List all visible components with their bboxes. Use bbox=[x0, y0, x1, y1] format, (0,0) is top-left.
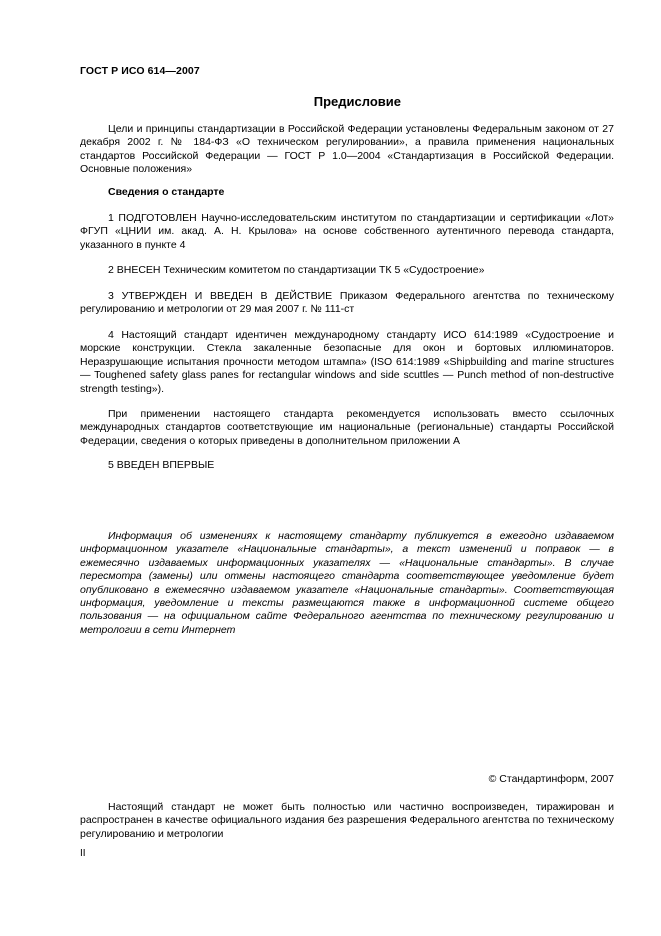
item-4-note: При применении настоящего стандарта рекомендуется использовать вместо ссылочных международных стандартов соответствующие им национальные (региональные) стандарты Российской Федерации, сведения о которых приведены в дополнительном приложении А bbox=[80, 408, 614, 447]
item-2-submitted: 2 ВНЕСЕН Техническим комитетом по стандартизации ТК 5 «Судостроение» bbox=[108, 264, 485, 276]
item-4-identical: 4 Настоящий стандарт идентичен международному стандарту ИСО 614:1989 «Судостроение и морские конструкции. Стекла закаленные безопасные для окон и бортовых иллюминаторов. Неразрушающие испытания прочности методом штампа» (ISO 614:1989 «Shipbuilding and marine structures — Toughened safety glass panes for rectangular windows and side scuttles — Punch method of non-destructive strength testing»). bbox=[80, 329, 614, 395]
reproduction-notice: Настоящий стандарт не может быть полностью или частично воспроизведен, тиражирован и распространен в качестве официального издания без разрешения Федерального агентства по техническому регулированию и метрологии bbox=[80, 801, 614, 840]
item-5-first-introduced: 5 ВВЕДЕН ВПЕРВЫЕ bbox=[108, 459, 215, 471]
document-code-header: ГОСТ Р ИСО 614—2007 bbox=[80, 65, 200, 77]
copyright-line: © Стандартинформ, 2007 bbox=[488, 773, 614, 785]
intro-paragraph: Цели и принципы стандартизации в Российской Федерации установлены Федеральным законом от 27 декабря 2002 г. № 184-ФЗ «О техническом регулировании», а правила применения национальных стандартов Российской Федерации — ГОСТ Р 1.0—2004 «Стандартизация в Российской Федерации. Основные положения» bbox=[80, 123, 614, 176]
standard-info-heading: Сведения о стандарте bbox=[108, 186, 225, 198]
item-3-approved: 3 УТВЕРЖДЕН И ВВЕДЕН В ДЕЙСТВИЕ Приказом Федерального агентства по техническому регулированию и метрологии от 29 мая 2007 г. № 111-ст bbox=[80, 290, 614, 316]
page-title: Предисловие bbox=[313, 94, 401, 109]
page-number: II bbox=[80, 848, 86, 859]
changes-notice: Информация об изменениях к настоящему стандарту публикуется в ежегодно издаваемом информационном указателе «Национальные стандарты», а текст изменений и поправок — в ежемесячно издаваемых информационных указателях — «Национальные стандарты». В случае пересмотра (замены) или отмены настоящего стандарта соответствующее уведомление будет опубликовано в ежемесячно издаваемом указателе «Национальные стандарты». Соответствующая информация, уведомление и тексты размещаются также в информационной системе общего пользования — на официальном сайте Федерального агентства по техническому регулированию и метрологии в сети Интернет bbox=[80, 530, 614, 636]
item-1-prepared: 1 ПОДГОТОВЛЕН Научно-исследовательским институтом по стандартизации и сертификации «Лот» ФГУП «ЦНИИ им. акад. А. Н. Крылова» на основе собственного аутентичного перевода стандарта, указанного в пункте 4 bbox=[80, 212, 614, 251]
